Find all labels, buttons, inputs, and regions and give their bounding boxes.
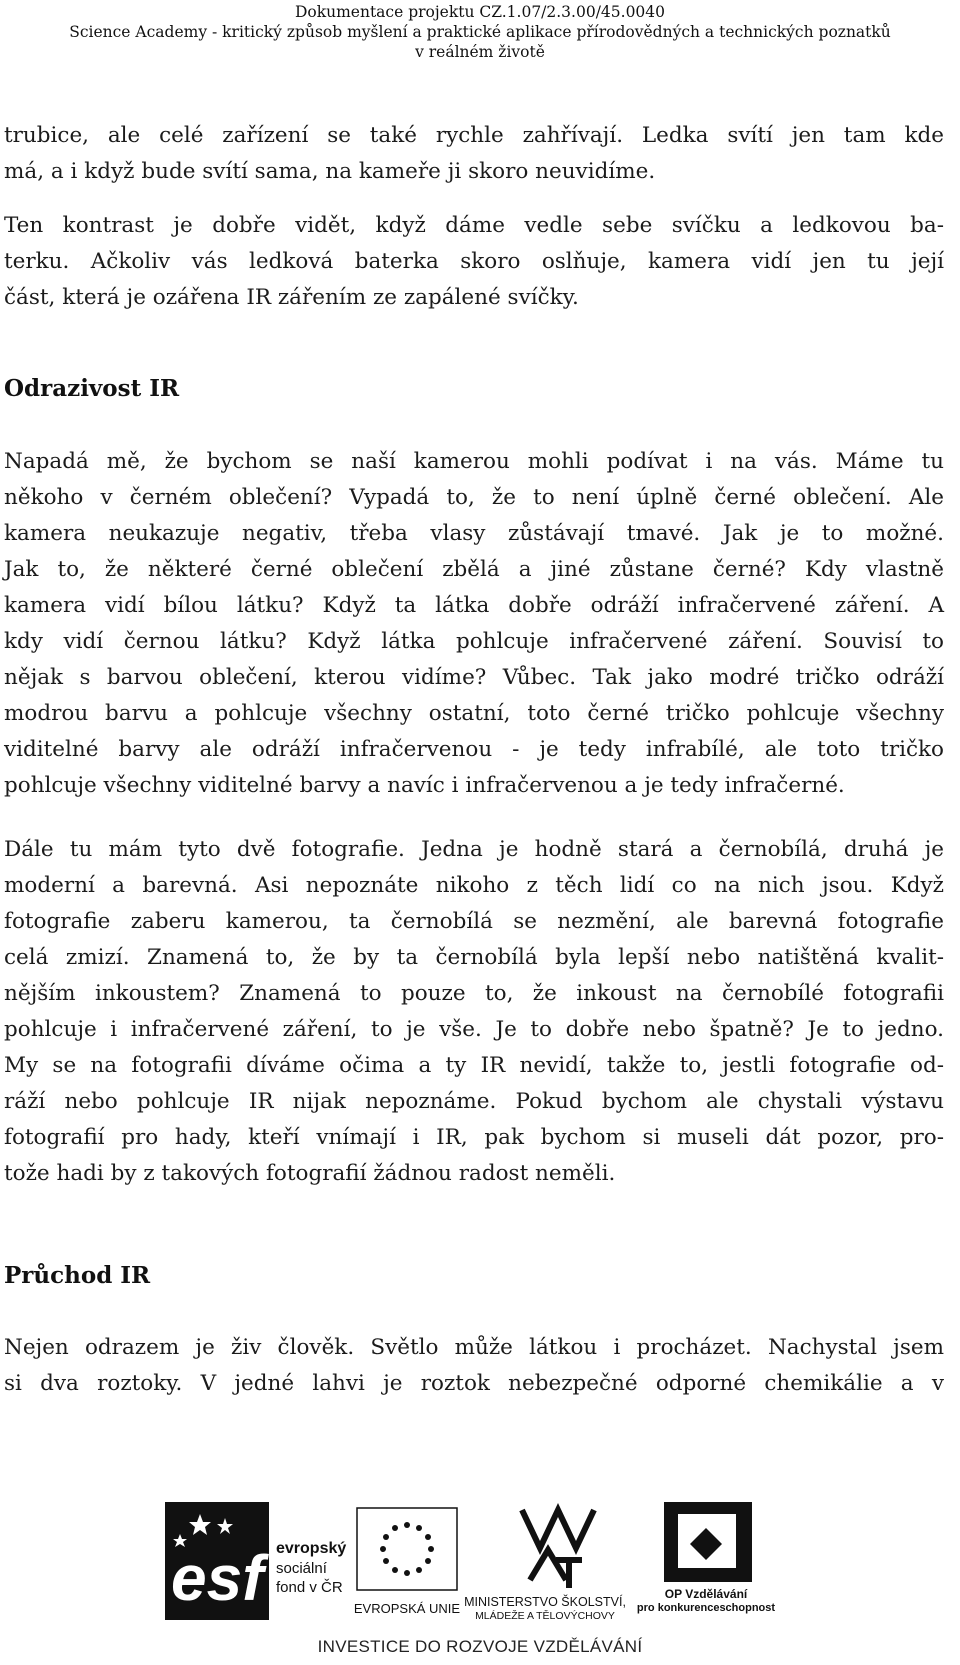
esf-label-2: sociální	[276, 1560, 327, 1577]
msmt-label-1: MINISTERSTVO ŠKOLSTVÍ,	[464, 1595, 626, 1609]
text-line: Jak to, že některé černé oblečení zbělá a jiné zůstane černé? Kdy vlastně	[4, 557, 944, 582]
project-number: Dokumentace projektu CZ.1.07/2.3.00/45.0040	[294, 3, 666, 21]
text-line: někoho v černém oblečení? Vypadá to, že to není úplně černé oblečení. Ale	[4, 485, 944, 510]
msmt-label-2: MLÁDEŽE A TĚLOVÝCHOVY	[475, 1610, 615, 1622]
text-line: pohlcuje všechny viditelné barvy a navíc i infračervenou a je tedy infračerné.	[4, 773, 845, 798]
op-label-2: pro konkurenceschopnost	[636, 1602, 776, 1614]
text-line: celá zmizí. Znamená to, že by ta černobílá byla lepší nebo natištěná kvalit-	[4, 945, 944, 970]
text-line: kamera vidí bílou látku? Když ta látka dobře odráží infračervené záření. A	[4, 593, 944, 618]
text-line: Napadá mě, že bychom se naší kamerou mohli podívat i na vás. Máme tu	[4, 449, 944, 474]
text-line: terku. Ačkoliv vás ledková baterka skoro oslňuje, kamera vidí jen tu její	[4, 249, 944, 274]
section-heading-transmission: Průchod IR	[4, 1262, 151, 1289]
text-line: ráží nebo pohlcuje IR nijak nepoznáme. Pokud bychom ale chystali výstavu	[4, 1089, 944, 1114]
project-title-cont: v reálném životě	[415, 43, 545, 61]
text-line: tože hadi by z takových fotografií žádnou radost neměli.	[4, 1161, 616, 1186]
paragraph-3	[4, 444, 944, 804]
text-line: nějak s barvou oblečení, kterou vidíme? Vůbec. Tak jako modré tričko odráží	[4, 665, 944, 690]
logo-strip	[0, 1488, 960, 1638]
text-line: trubice, ale celé zařízení se také rychle zahřívají. Ledka svítí jen tam kde	[4, 123, 944, 148]
op-label-1: OP Vzdělávání	[664, 1587, 748, 1601]
section-heading-reflectivity: Odrazivost IR	[4, 375, 180, 402]
esf-logo	[165, 1502, 346, 1620]
text-line: Nejen odrazem je živ člověk. Světlo může látkou i procházet. Nachystal jsem	[4, 1335, 944, 1360]
text-line: si dva roztoky. V jedné lahvi je roztok nebezpečné odporné chemikálie a v	[4, 1371, 944, 1396]
op-vk-logo	[637, 1502, 775, 1614]
text-line: část, která je ozářena IR zářením ze zapálené svíčky.	[4, 285, 579, 310]
paragraph-1	[4, 118, 944, 190]
text-line: pohlcuje i infračervené záření, to je vše. Je to dobře nebo špatně? Je to jedno.	[4, 1017, 944, 1042]
esf-label-1: evropský	[276, 1540, 347, 1557]
eu-label: EVROPSKÁ UNIE	[353, 1601, 461, 1616]
footer-caption: INVESTICE DO ROZVOJE VZDĚLÁVÁNÍ	[317, 1637, 643, 1656]
svg-text:esf: esf	[171, 1542, 264, 1614]
text-line: kdy vidí černou látku? Když látka pohlcuje infračervené záření. Souvisí to	[4, 629, 944, 654]
text-line: kamera neukazuje negativ, třeba vlasy zůstávají tmavé. Jak je to možné.	[4, 521, 944, 546]
esf-label-3: fond v ČR	[276, 1579, 343, 1596]
text-line: Dále tu mám tyto dvě fotografie. Jedna je hodně stará a černobílá, druhá je	[4, 837, 944, 862]
text-line: má, a i když bude svítí sama, na kameře ji skoro neuvidíme.	[4, 159, 656, 184]
eu-flag-logo	[354, 1508, 461, 1616]
msmt-logo	[464, 1510, 626, 1622]
text-line: viditelné barvy ale odráží infračervenou - je tedy infrabílé, ale toto tričko	[4, 737, 944, 762]
document-header	[0, 2, 960, 62]
paragraph-5	[4, 1330, 944, 1402]
text-line: fotografií pro hady, kteří vnímají i IR, pak bychom si museli dát pozor, pro-	[4, 1125, 944, 1150]
paragraph-2	[4, 208, 944, 316]
text-line: My se na fotografii díváme očima a ty IR nevidí, takže to, jestli fotografie od-	[4, 1053, 944, 1078]
project-title: Science Academy - kritický způsob myšlení a praktické aplikace přírodovědných a technických poznatků	[69, 23, 891, 41]
text-line: moderní a barevná. Asi nepoznáte nikoho z těch lidí co na nich jsou. Když	[4, 873, 944, 898]
paragraph-4	[4, 832, 944, 1192]
text-line: Ten kontrast je dobře vidět, když dáme vedle sebe svíčku a ledkovou ba-	[4, 213, 944, 238]
text-line: modrou barvu a pohlcuje všechny ostatní, toto černé tričko pohlcuje všechny	[4, 701, 944, 726]
text-line: nějším inkoustem? Znamená to pouze to, že inkoust na černobílé fotografii	[4, 981, 944, 1006]
text-line: fotografie zaberu kamerou, ta černobílá se nezmění, ale barevná fotografie	[4, 909, 944, 934]
